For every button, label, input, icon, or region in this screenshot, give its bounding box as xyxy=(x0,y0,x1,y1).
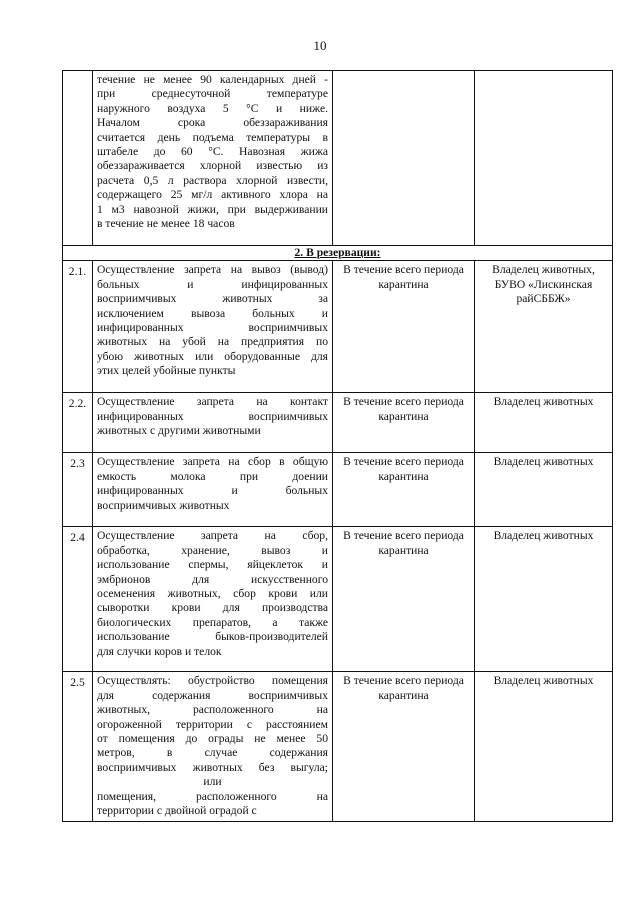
description-line: Осуществлять: обустройство помещения xyxy=(97,674,328,688)
description-line: 1 м3 навозной жижи, при выдерживании xyxy=(97,202,328,216)
description-line: помещения, расположенного на xyxy=(97,789,328,803)
description-line: восприимчивых животных за xyxy=(97,292,328,306)
section-header-row xyxy=(63,246,613,261)
measure-description xyxy=(93,672,333,822)
description-line: использование спермы, яйцеклеток и xyxy=(97,558,328,572)
row-number: 2.2. xyxy=(63,393,93,453)
term-cell: В течение всего периода карантина xyxy=(333,527,475,672)
table-row xyxy=(63,527,613,672)
section-title: 2. В резервации: xyxy=(63,246,613,261)
row-number: 2.1. xyxy=(63,261,93,393)
description-line: инфицированных восприимчивых xyxy=(97,409,328,423)
table-row xyxy=(63,453,613,527)
description-line: Осуществление запрета на вывоз (вывод) xyxy=(97,263,328,277)
description-line: территории с двойной оградой с xyxy=(97,804,257,818)
description-line: инфицированных и больных xyxy=(97,484,328,498)
description-line: для случки коров и телок xyxy=(97,644,222,658)
description-line: при среднесуточной температуре xyxy=(97,87,328,101)
description-line: Осуществление запрета на контакт xyxy=(97,395,328,409)
description-line: биологических препаратов, а также xyxy=(97,615,328,629)
description-line: исключением вывоза больных и xyxy=(97,306,328,320)
table-row xyxy=(63,71,613,246)
description-line: животных на убой на предприятия по xyxy=(97,335,328,349)
measure-description xyxy=(93,71,333,246)
description-line: осеменения животных, сбор крови или xyxy=(97,587,328,601)
measure-description xyxy=(93,261,333,393)
term-cell: В течение всего периода карантина xyxy=(333,453,475,527)
term-cell: В течение всего периода карантина xyxy=(333,672,475,822)
description-line: содержащего 25 мг/л активного хлора на xyxy=(97,188,328,202)
description-line: Осуществление запрета на сбор, xyxy=(97,529,328,543)
description-line: течение не менее 90 календарных дней - xyxy=(97,73,328,86)
row-number: 2.4 xyxy=(63,527,93,672)
description-line: использование быков-производителей xyxy=(97,630,328,644)
table-row xyxy=(63,393,613,453)
table-row xyxy=(63,672,613,822)
quarantine-measures-table xyxy=(62,70,613,822)
description-line: сыворотки крови для производства xyxy=(97,601,328,615)
measure-description xyxy=(93,393,333,453)
description-line: или xyxy=(203,775,222,789)
description-line: убою животных или оборудованные для xyxy=(97,349,328,363)
responsible-cell: Владелец животных xyxy=(475,453,613,527)
row-number-cell xyxy=(63,71,93,246)
description-line: восприимчивых животных xyxy=(97,498,230,512)
description-line: расчета 0,5 л раствора хлорной извести, xyxy=(97,173,328,187)
description-line: наружного воздуха 5 °С и ниже. xyxy=(97,101,328,115)
measure-description xyxy=(93,527,333,672)
description-line: емкость молока при доении xyxy=(97,469,328,483)
term-cell: В течение всего периода карантина xyxy=(333,393,475,453)
description-line: Осуществление запрета на сбор в общую xyxy=(97,455,328,469)
description-line: этих целей убойные пункты xyxy=(97,364,236,378)
description-line: обеззараживается хлорной известью из xyxy=(97,159,328,173)
description-line: животных, расположенного на xyxy=(97,703,328,717)
row-number: 2.3 xyxy=(63,453,93,527)
description-line: Началом срока обеззараживания xyxy=(97,116,328,130)
description-line: больных и инфицированных xyxy=(97,277,328,291)
term-cell xyxy=(333,71,475,246)
description-line: обработка, хранение, вывоз и xyxy=(97,543,328,557)
description-line: штабеле до 60 °С. Навозная жижа xyxy=(97,145,328,159)
responsible-cell: Владелец животных xyxy=(475,393,613,453)
description-line: инфицированных восприимчивых xyxy=(97,321,328,335)
responsible-cell: Владелец животных xyxy=(475,527,613,672)
description-line: в течение не менее 18 часов xyxy=(97,217,235,231)
term-cell: В течение всего периода карантина xyxy=(333,261,475,393)
description-line: от помещения до ограды не менее 50 xyxy=(97,732,328,746)
page-number: 10 xyxy=(313,38,327,53)
description-line: для содержания восприимчивых xyxy=(97,688,328,702)
row-number: 2.5 xyxy=(63,672,93,822)
description-line: огороженной территории с расстоянием xyxy=(97,717,328,731)
description-line: эмбрионов для искусственного xyxy=(97,572,328,586)
responsible-cell xyxy=(475,71,613,246)
description-line: восприимчивых животных без выгула; xyxy=(97,760,328,774)
description-line: животных с другими животными xyxy=(97,424,261,438)
description-line: считается день подъема температуры в xyxy=(97,130,328,144)
table-row xyxy=(63,261,613,393)
responsible-cell: Владелец животных xyxy=(475,672,613,822)
measure-description xyxy=(93,453,333,527)
responsible-cell: Владелец животных, БУВО «Лискинская райСББЖ» xyxy=(475,261,613,393)
description-line: метров, в случае содержания xyxy=(97,746,328,760)
